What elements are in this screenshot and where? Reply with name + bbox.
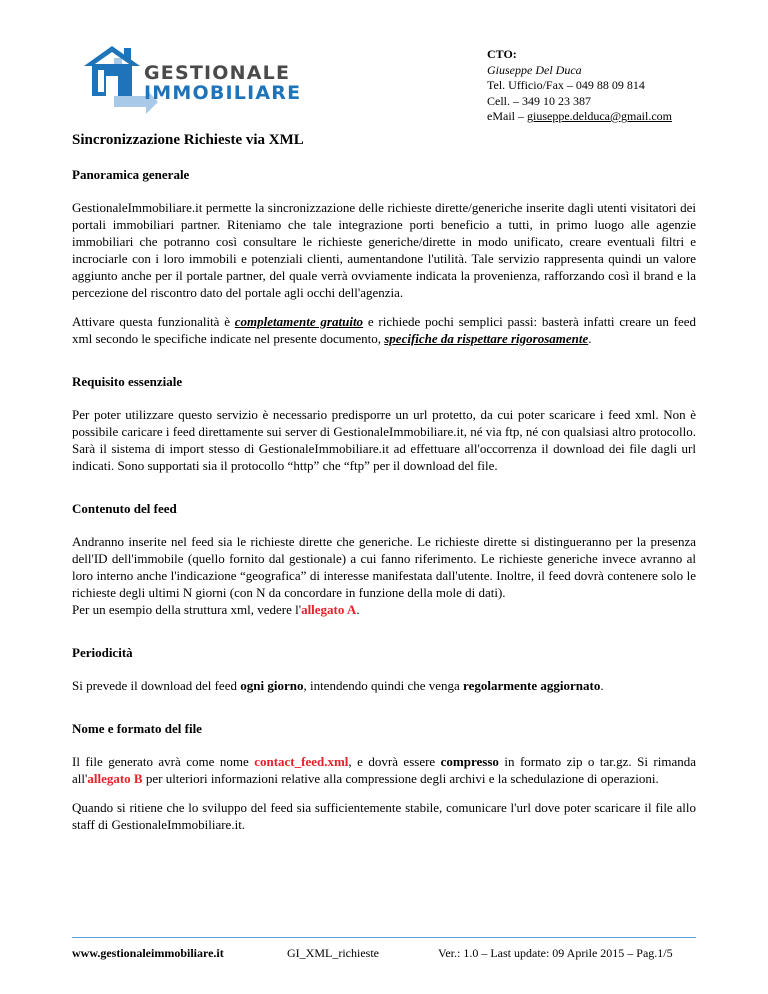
text-span: e richiede pochi semplici passi: basterà infatti creare un feed xml secondo le specifiche indicate nel presente documento, (72, 314, 696, 346)
heading-contenuto: Contenuto del feed (72, 501, 177, 516)
emphasis-completamente-gratuito: completamente gratuito (234, 314, 364, 329)
paragraph-panoramica-1: GestionaleImmobiliare.it permette la sincronizzazione delle richieste dirette/generiche inserite dagli utenti visitatori dei portali immobiliari partner. Riteniamo che tale integrazione porti beneficio a tutti, in primo luogo alle agenzie immobiliari che potranno così consultare le richieste generiche/dirette in modo unificato, creare eventuali filtri e incrociarle con i loro immobili e potenziali clienti, aumentandone l'utilità. Tale servizio rappresenta quindi un valore aggiunto anche per il portale partner, del quale verrà ovviamente indicata la provenienza, rafforzando così il brand e la percezione del riscontro dato del portale agli occhi dell'agenzia. (72, 200, 696, 300)
footer-filename: GI_XML_richieste (287, 946, 379, 960)
contact-cell: Cell. – 349 10 23 387 (487, 93, 591, 108)
paragraph-periodicita-1 (72, 677, 696, 694)
link-allegato-b[interactable]: allegato B (87, 771, 143, 786)
text-span: per ulteriori informazioni relative alla compressione degli archivi e la schedulazione di operazioni. (142, 771, 659, 786)
logo-text-gestionale: GESTIONALE (144, 62, 291, 84)
contact-email-link[interactable]: giuseppe.delduca@gmail.com (527, 109, 673, 123)
paragraph-contenuto-2 (72, 601, 696, 618)
emphasis-compresso: compresso (440, 754, 499, 769)
contact-name: Giuseppe Del Duca (487, 62, 582, 77)
footer-divider (72, 937, 696, 938)
text-span: Il file generato avrà come nome (72, 754, 255, 769)
heading-periodicita: Periodicità (72, 645, 133, 660)
emphasis-specifiche: specifiche da rispettare rigorosamente (384, 331, 589, 346)
contact-tel: Tel. Ufficio/Fax – 049 88 09 814 (487, 78, 645, 92)
heading-panoramica: Panoramica generale (72, 167, 190, 182)
contact-title: CTO: (487, 47, 517, 61)
text-span: , e dovrà essere (348, 754, 441, 769)
text-span: . (600, 678, 604, 693)
paragraph-nome-2: Quando si ritiene che lo sviluppo del feed sia sufficientemente stabile, comunicare l'url dove poter scaricare il file allo staff di GestionaleImmobiliare.it. (72, 800, 696, 832)
text-span: , intendendo quindi che venga (303, 678, 464, 693)
contact-email-prefix: eMail – (487, 109, 527, 123)
text-span: Per un esempio della struttura xml, vedere l' (72, 602, 302, 617)
document-body (72, 132, 696, 845)
footer-version: Ver.: 1.0 – Last update: 09 Aprile 2015 – Pag.1/5 (438, 946, 673, 960)
document-title: Sincronizzazione Richieste via XML (72, 132, 304, 148)
text-span: Attivare questa funzionalità è (72, 314, 235, 329)
logo-text-immobiliare: IMMOBILIARE (144, 82, 302, 104)
contact-block (487, 47, 672, 125)
filename-contact-feed: contact_feed.xml (254, 754, 349, 769)
text-span: . (356, 602, 360, 617)
paragraph-requisito-1: Per poter utilizzare questo servizio è necessario predisporre un url protetto, da cui poter scaricare i feed xml. Non è possibile caricare i feed direttamente sui server di GestionaleImmobiliare.it, né via ftp, né con qualsiasi altro protocollo. Sarà il sistema di import stesso di GestionaleImmobiliare.it ad effettuare all'occorrenza il download dei file dagli url indicati. Sono supportati sia il protocollo “http” che “ftp” per il download del file. (72, 407, 696, 473)
gestionale-immobiliare-logo (84, 42, 309, 114)
heading-requisito: Requisito essenziale (72, 374, 183, 389)
heading-nome-formato: Nome e formato del file (72, 721, 202, 736)
link-allegato-a[interactable]: allegato A (301, 602, 357, 617)
footer-website: www.gestionaleimmobiliare.it (72, 946, 224, 960)
emphasis-ogni-giorno: ogni giorno (240, 678, 304, 693)
emphasis-regolarmente-aggiornato: regolarmente aggiornato (463, 678, 601, 693)
paragraph-contenuto-1: Andranno inserite nel feed sia le richieste dirette che generiche. Le richieste dirette si distingueranno per la presenza dell'ID dell'immobile (quello fornito dal gestionale) a cui fanno riferimento. Le richieste generiche invece avranno al loro interno anche l'indicazione “geografica” di interesse manifestata dall'utente. Inoltre, il feed dovrà contenere solo le richieste degli ultimi N giorni (con N da concordare in funzione della mole di dati). (72, 534, 696, 600)
text-span: Si prevede il download del feed (72, 678, 241, 693)
paragraph-panoramica-2 (72, 313, 696, 347)
contact-email-line (487, 109, 672, 125)
paragraph-nome-1 (72, 753, 696, 787)
text-span: in formato zip o tar.gz. Si rimanda all' (72, 754, 697, 786)
text-span: . (588, 331, 592, 346)
